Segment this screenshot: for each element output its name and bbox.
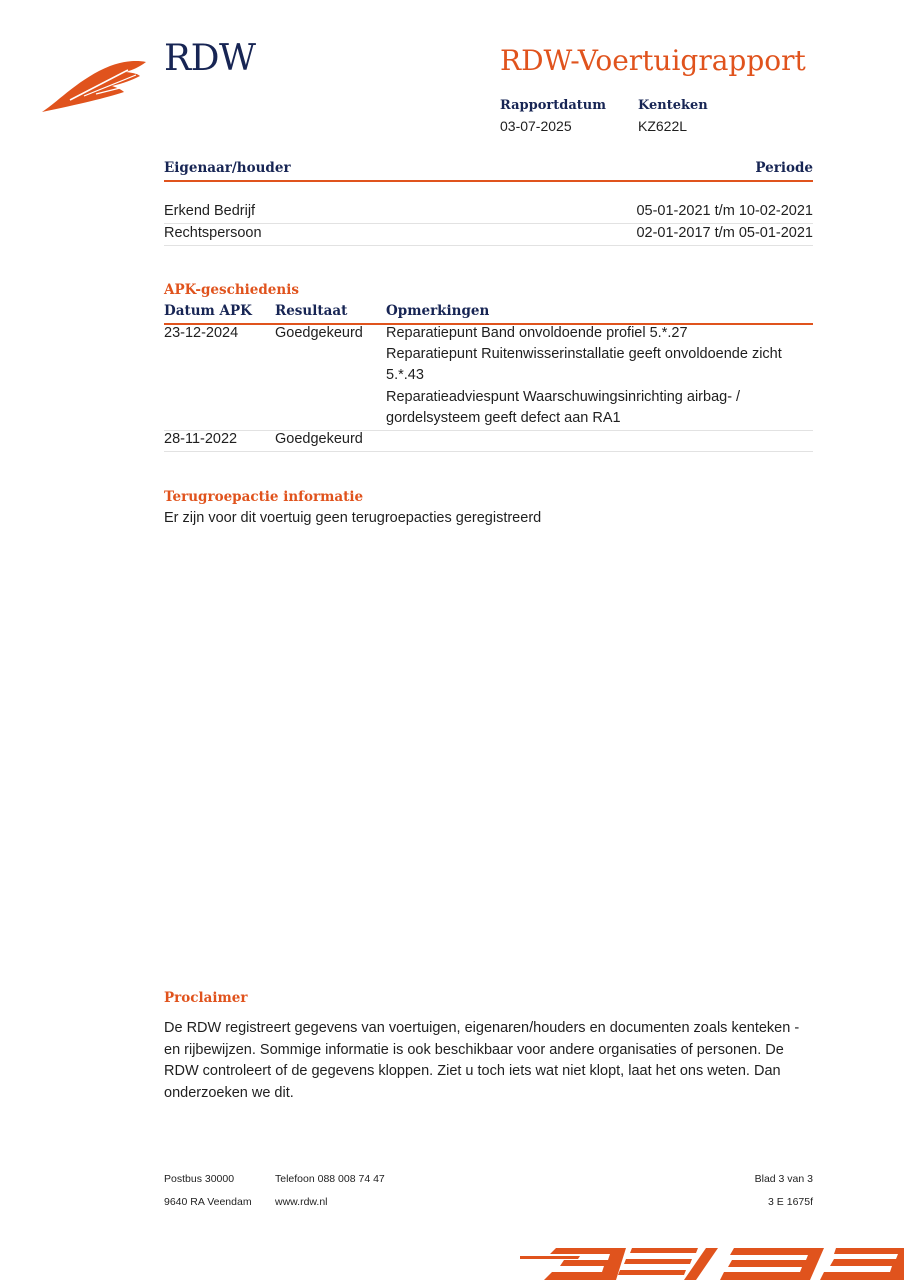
row-divider: [164, 245, 813, 246]
owner-name: Erkend Bedrijf: [164, 203, 256, 219]
apk-result-column-header: Resultaat: [275, 303, 348, 319]
disclaimer-section-title: Proclaimer: [164, 990, 248, 1006]
footer-phone: Telefoon 088 008 74 47: [275, 1173, 385, 1185]
recall-section-title: Terugroepactie informatie: [164, 489, 364, 505]
footer-document-code: 3 E 1675f: [768, 1196, 813, 1208]
apk-remarks-column-header: Opmerkingen: [386, 303, 490, 319]
apk-remark: Reparatiepunt Ruitenwisserinstallatie geeft onvoldoende zicht: [386, 346, 782, 362]
apk-remark: 5.*.43: [386, 367, 424, 383]
recall-text: Er zijn voor dit voertuig geen terugroepacties geregistreerd: [164, 510, 542, 526]
owner-row: [164, 223, 813, 245]
footer-postbus: Postbus 30000: [164, 1173, 235, 1185]
rdw-feather-logo-icon: [40, 56, 148, 116]
report-date-label: Rapportdatum: [500, 98, 606, 113]
owner-row: [164, 201, 813, 223]
apk-date: 23-12-2024: [164, 325, 239, 341]
footer-city: 9640 RA Veendam: [164, 1196, 252, 1208]
apk-remark: Reparatieadviespunt Waarschuwingsinrichting airbag- /: [386, 389, 741, 405]
report-date-value: 03-07-2025: [500, 118, 572, 134]
row-divider: [164, 451, 813, 452]
plate-value: KZ622L: [638, 118, 688, 134]
owner-period: 02-01-2017 t/m 05-01-2021: [636, 225, 813, 241]
apk-row: [0, 429, 904, 451]
footer-page-number: Blad 3 van 3: [754, 1173, 813, 1185]
brand-wordmark: RDW: [164, 38, 256, 79]
disclaimer-text: De RDW registreert gegevens van voertuigen, eigenaren/houders en documenten zoals kenteken - en rijbewijzen. Sommige informatie is ook beschikbaar voor andere organisaties of personen. De RDW controleert of de gegevens kloppen. Ziet u toch iets wat niet klopt, laat het ons weten. Dan onderzoeken we dit.: [164, 1020, 800, 1101]
report-title: RDW-Voertuigrapport: [500, 44, 806, 77]
apk-result: Goedgekeurd: [275, 431, 363, 447]
owner-header-rule: [164, 180, 813, 182]
apk-date: 28-11-2022: [164, 431, 238, 447]
rdw-stripes-decoration-icon: [520, 1242, 904, 1280]
period-column-header: Periode: [755, 160, 813, 176]
apk-remark: gordelsysteem geeft defect aan RA1: [386, 410, 621, 426]
plate-label: Kenteken: [638, 98, 708, 113]
owner-column-header: Eigenaar/houder: [164, 160, 291, 176]
apk-date-column-header: Datum APK: [164, 303, 252, 319]
owner-name: Rechtspersoon: [164, 225, 262, 241]
apk-remark: Reparatiepunt Band onvoldoende profiel 5.*.27: [386, 325, 688, 341]
apk-row: [0, 323, 904, 430]
owner-period: 05-01-2021 t/m 10-02-2021: [636, 203, 813, 219]
apk-section-title: APK-geschiedenis: [164, 282, 299, 298]
footer-website-link[interactable]: www.rdw.nl: [275, 1196, 328, 1208]
apk-result: Goedgekeurd: [275, 325, 363, 341]
